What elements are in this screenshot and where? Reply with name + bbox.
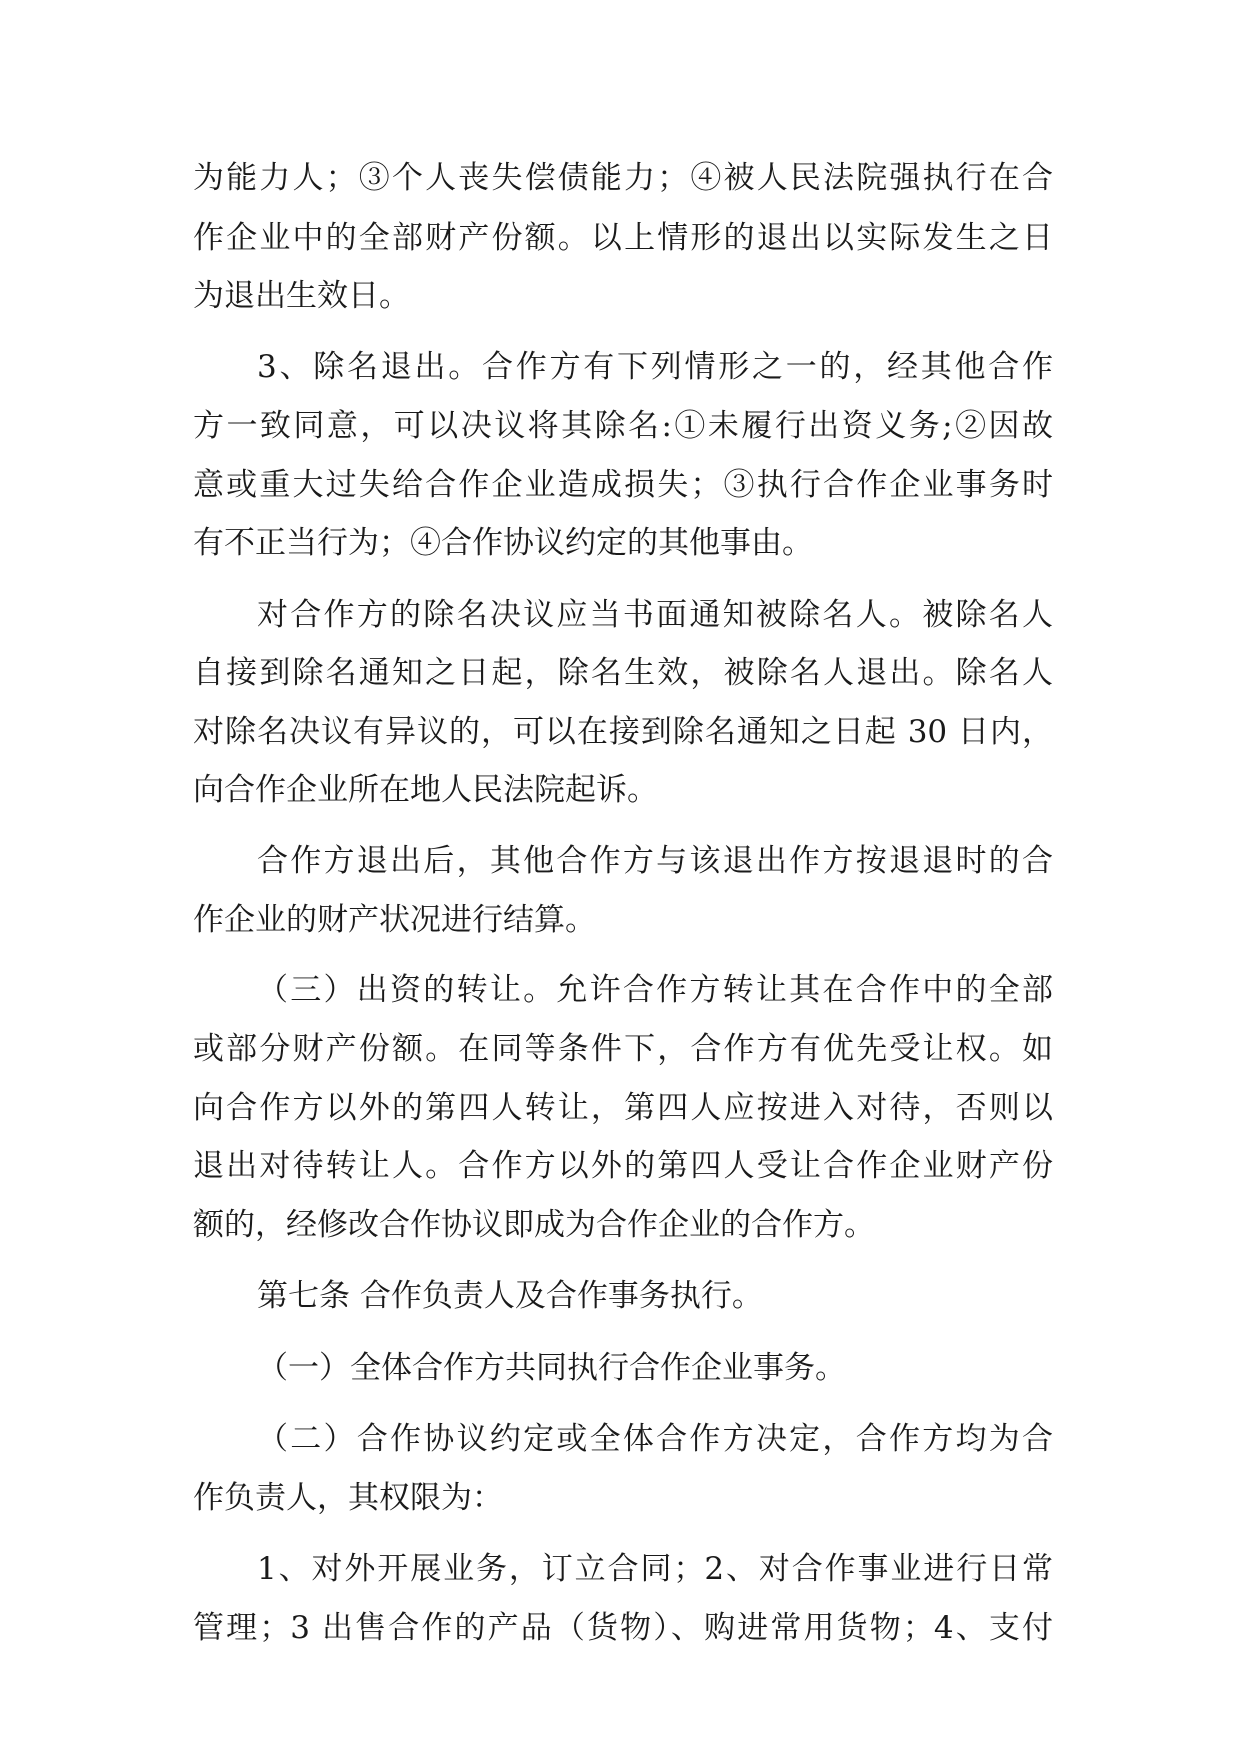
text-line: 方一致同意，可以决议将其除名:①未履行出资义务;②因故 bbox=[193, 408, 1053, 444]
text-line: 合作方退出后，其他合作方与该退出作方按退退时的合 bbox=[257, 843, 1053, 879]
text-line: 作负责人，其权限为： bbox=[193, 1480, 503, 1516]
text-line: （一）全体合作方共同执行合作企业事务。 bbox=[257, 1350, 846, 1386]
text-line: 或部分财产份额。在同等条件下，合作方有优先受让权。如 bbox=[193, 1031, 1053, 1067]
text-line: 自接到除名通知之日起，除名生效，被除名人退出。除名人 bbox=[193, 655, 1053, 691]
text-line: 作企业的财产状况进行结算。 bbox=[193, 902, 596, 938]
text-line: （二）合作协议约定或全体合作方决定，合作方均为合 bbox=[257, 1421, 1053, 1457]
text-line: 对除名决议有异议的，可以在接到除名通知之日起 30 日内， bbox=[193, 714, 1053, 750]
text-line: 向合作企业所在地人民法院起诉。 bbox=[193, 772, 658, 808]
text-line: 管理；3 出售合作的产品（货物）、购进常用货物；4、支付 bbox=[193, 1610, 1053, 1646]
text-line: 意或重大过失给合作企业造成损失；③执行合作企业事务时 bbox=[193, 467, 1053, 503]
text-line: 对合作方的除名决议应当书面通知被除名人。被除名人 bbox=[257, 597, 1053, 633]
text-line: 有不正当行为；④合作协议约定的其他事由。 bbox=[193, 525, 813, 561]
text-line: 3、除名退出。合作方有下列情形之一的，经其他合作 bbox=[257, 349, 1053, 385]
article-heading: 第七条 合作负责人及合作事务执行。 bbox=[257, 1278, 763, 1314]
text-line: 为退出生效日。 bbox=[193, 278, 410, 314]
text-line: 作企业中的全部财产份额。以上情形的退出以实际发生之日 bbox=[193, 220, 1053, 256]
text-line: 为能力人；③个人丧失偿债能力；④被人民法院强执行在合 bbox=[193, 160, 1053, 196]
text-line: 1、对外开展业务，订立合同；2、对合作事业进行日常 bbox=[257, 1551, 1053, 1587]
text-line: 退出对待转让人。合作方以外的第四人受让合作企业财产份 bbox=[193, 1148, 1053, 1184]
text-line: （三）出资的转让。允许合作方转让其在合作中的全部 bbox=[257, 972, 1053, 1008]
text-line: 向合作方以外的第四人转让，第四人应按进入对待，否则以 bbox=[193, 1090, 1053, 1126]
text-line: 额的，经修改合作协议即成为合作企业的合作方。 bbox=[193, 1207, 875, 1243]
